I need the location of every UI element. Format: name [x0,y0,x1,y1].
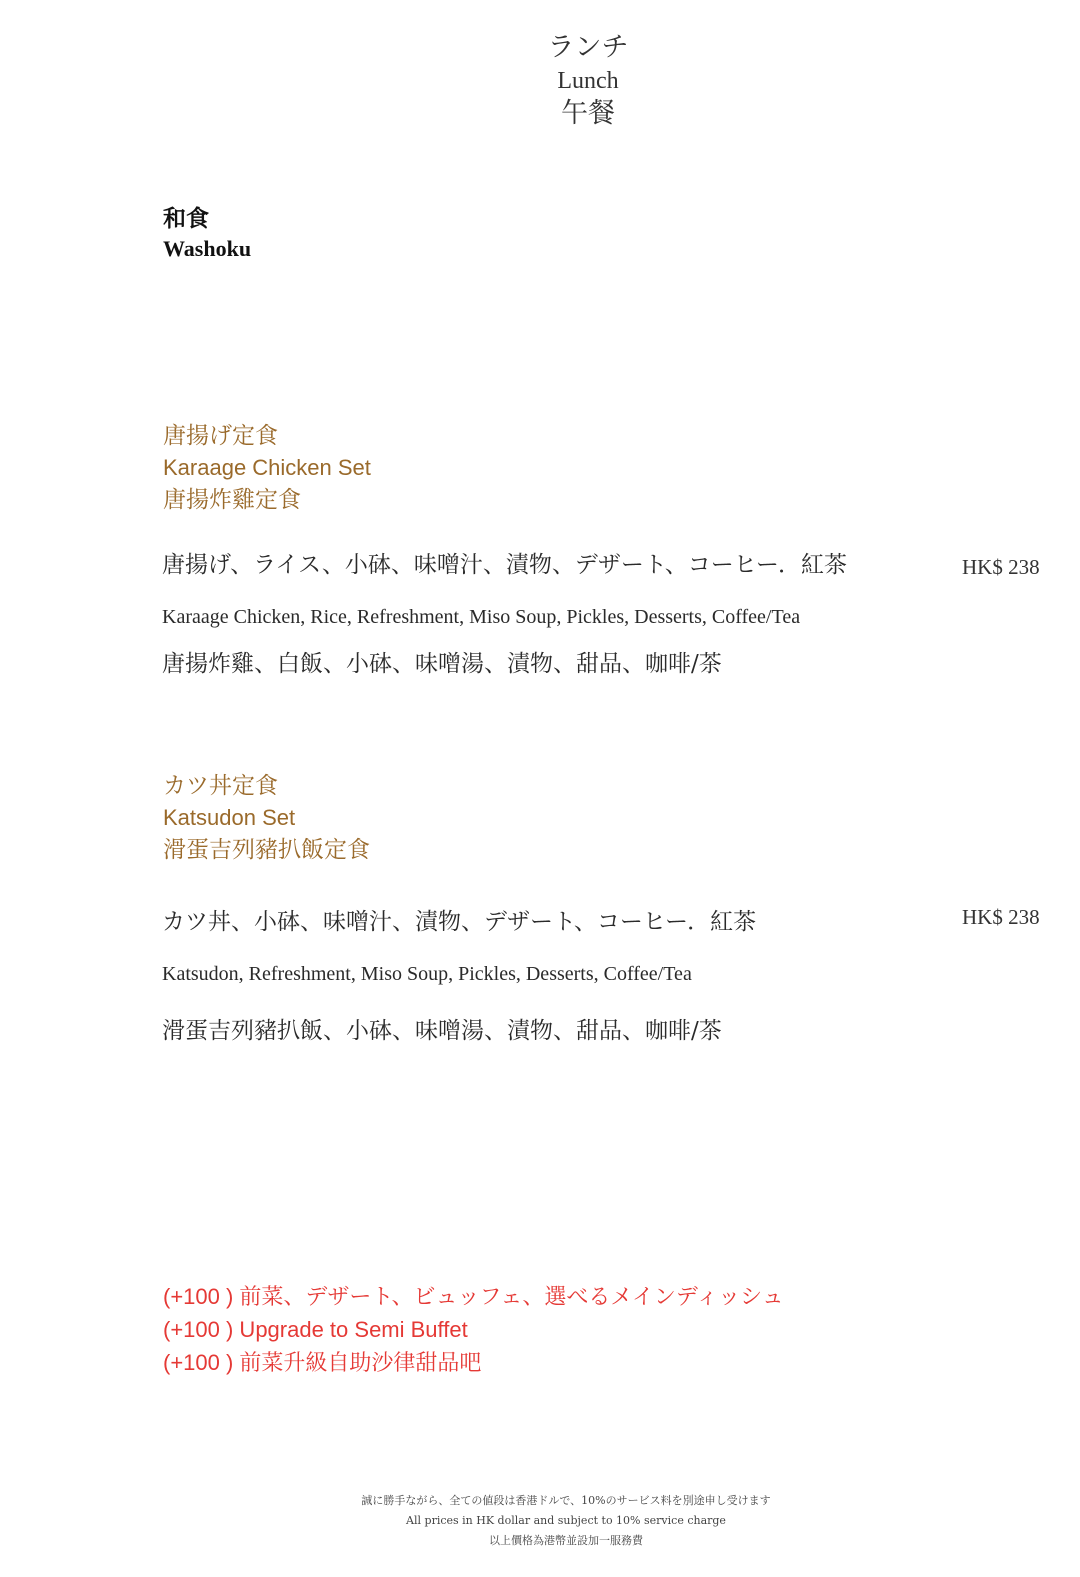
section-name-japanese: 和食 [163,205,209,232]
item-price: HK$ 238 [962,555,1040,579]
upgrade-line-chinese: (+100 ) 前菜升級自助沙律甜品吧 [163,1350,482,1375]
footnote-chinese: 以上價格為港幣並設加一服務費 [489,1534,643,1547]
item-name-english: Katsudon Set [163,805,296,830]
section-name-english: Washoku [163,236,252,261]
item-description-chinese: 唐揚炸雞、白飯、小砵、味噌湯、漬物、甜品、咖啡/茶 [162,651,722,677]
item-name-japanese: 唐揚げ定食 [163,423,278,449]
upgrade-line-japanese: (+100 ) 前菜、デザート、ビュッフェ、選べるメインディッシュ [163,1284,784,1309]
item-description-japanese: カツ丼、小砵、味噌汁、漬物、デザート、コーヒー．紅茶 [162,909,757,935]
upgrade-notes [163,1280,784,1379]
item-description-english: Karaage Chicken, Rice, Refreshment, Miso Soup, Pickles, Desserts, Coffee/Tea [162,606,801,628]
item-description-english: Katsudon, Refreshment, Miso Soup, Pickles, Desserts, Coffee/Tea [162,963,692,985]
title-japanese: ランチ [547,32,629,63]
title-english: Lunch [557,68,619,94]
title-chinese: 午餐 [561,98,615,129]
item-price: HK$ 238 [962,905,1040,929]
menu-title [0,30,1080,132]
section-heading [163,203,251,263]
item-name-english: Karaage Chicken Set [163,455,371,480]
menu-item-title-katsudon [163,770,370,866]
item-name-chinese: 滑蛋吉列豬扒飯定食 [163,837,370,863]
item-description-chinese: 滑蛋吉列豬扒飯、小砵、味噌湯、漬物、甜品、咖啡/茶 [162,1018,722,1044]
footnote-english: All prices in HK dollar and subject to 10% service charge [406,1514,726,1527]
price-footnote [0,1491,1080,1551]
item-name-japanese: カツ丼定食 [163,773,278,799]
item-name-chinese: 唐揚炸雞定食 [163,487,301,513]
menu-item-title-karaage [163,420,371,516]
item-description-japanese: 唐揚げ、ライス、小砵、味噌汁、漬物、デザート、コーヒー．紅茶 [162,552,847,578]
footnote-japanese: 誠に勝手ながら、全ての値段は香港ドルで、10%のサービス料を別途申し受けます [361,1494,771,1507]
upgrade-line-english: (+100 ) Upgrade to Semi Buffet [163,1317,468,1342]
